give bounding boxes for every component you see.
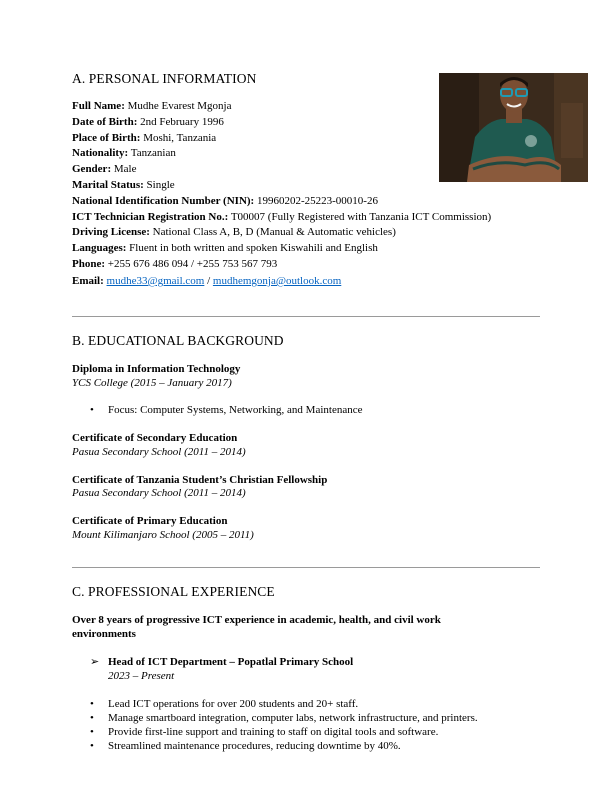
field-value: Single — [146, 179, 175, 191]
personal-field-row — [72, 146, 176, 162]
field-label: ICT Technician Registration No.: — [72, 210, 229, 223]
field-value: Moshi, Tanzania — [143, 131, 217, 144]
section-heading-experience: C. PROFESSIONAL EXPERIENCE — [72, 584, 275, 599]
personal-field-row — [72, 257, 277, 273]
education-bullet-text: Focus: Computer Systems, Networking, and Maintenance — [108, 404, 363, 416]
job-bullet-text: Provide first-line support and training to staff on digital tools and software. — [108, 726, 439, 738]
job-title-row — [90, 655, 354, 671]
job-bullet-text: Lead ICT operations for over 200 students and 20+ staff. — [108, 698, 359, 710]
education-subtitle: Pasua Secondary School (2011 – 2014) — [72, 446, 246, 458]
personal-field-row — [72, 99, 231, 115]
profile-photo — [439, 73, 588, 182]
bullet-icon: • — [90, 404, 94, 416]
personal-field-row — [72, 210, 491, 226]
email-link-outlook[interactable]: mudhemgonja@outlook.com — [212, 275, 342, 287]
field-value: Mudhe Evarest Mgonja — [127, 100, 232, 112]
education-subtitle: Mount Kilimanjaro School (2005 – 2011) — [72, 529, 254, 541]
education-title: Certificate of Primary Education — [72, 515, 228, 527]
job-title: Head of ICT Department – Popatlal Primary School — [108, 656, 354, 668]
email-separator: / — [207, 275, 211, 287]
experience-summary-line: environments — [72, 628, 136, 640]
personal-field-row — [72, 241, 378, 257]
education-title: Certificate of Tanzania Student’s Christian Fellowship — [72, 474, 328, 486]
education-title: Certificate of Secondary Education — [72, 432, 238, 444]
bullet-icon: • — [90, 726, 94, 738]
bullet-icon: • — [90, 712, 94, 724]
personal-field-row — [72, 194, 378, 210]
field-label: Languages: — [72, 242, 127, 255]
field-value: Fluent in both written and spoken Kiswahili and English — [129, 242, 378, 255]
job-bullet-text: Manage smartboard integration, computer labs, network infrastructure, and printers. — [108, 712, 478, 724]
field-label: Phone: — [72, 258, 105, 270]
arrow-bullet-icon: ➢ — [90, 656, 100, 668]
job-bullet-text: Streamlined maintenance procedures, reducing downtime by 40%. — [108, 740, 401, 752]
field-value: T00007 (Fully Registered with Tanzania ICT Commission) — [230, 210, 492, 223]
personal-field-row — [72, 115, 224, 131]
personal-field-row — [72, 225, 396, 241]
divider-2 — [72, 567, 540, 568]
education-subtitle: YCS College (2015 – January 2017) — [72, 377, 232, 389]
field-value: +255 676 486 094 / +255 753 567 793 — [107, 258, 278, 270]
bullet-icon: • — [90, 698, 94, 710]
email-link-gmail[interactable]: mudhe33@gmail.com — [106, 275, 205, 287]
field-label: Nationality: — [72, 147, 129, 160]
job-period: 2023 – Present — [108, 670, 175, 682]
field-label: Gender: — [72, 163, 112, 176]
education-subtitle: Pasua Secondary School (2011 – 2014) — [72, 487, 246, 499]
section-heading-education: B. EDUCATIONAL BACKGROUND — [72, 333, 284, 348]
personal-field-row — [72, 178, 175, 194]
education-title: Diploma in Information Technology — [72, 363, 241, 375]
field-label: Marital Status: — [72, 179, 144, 191]
field-value: 2nd February 1996 — [140, 115, 224, 128]
field-value: Tanzanian — [130, 147, 176, 160]
bullet-icon: • — [90, 740, 94, 752]
experience-summary-line: Over 8 years of progressive ICT experience in academic, health, and civil work — [72, 614, 441, 626]
email-row — [72, 274, 341, 290]
education-bullet — [90, 403, 363, 419]
field-value: 19960202-25223-00010-26 — [256, 194, 378, 207]
email-label: Email: — [72, 275, 104, 287]
field-value: National Class A, B, D (Manual & Automatic vehicles) — [152, 226, 396, 239]
field-label: National Identification Number (NIN): — [72, 194, 255, 207]
field-label: Place of Birth: — [72, 131, 141, 144]
field-value: Male — [113, 163, 137, 176]
section-heading-personal: A. PERSONAL INFORMATION — [72, 71, 257, 86]
field-label: Driving License: — [72, 226, 150, 239]
field-label: Full Name: — [72, 100, 125, 112]
job-bullet — [90, 739, 401, 755]
personal-field-row — [72, 131, 216, 147]
divider-1 — [72, 316, 540, 317]
personal-field-row — [72, 162, 136, 178]
field-label: Date of Birth: — [72, 115, 138, 128]
